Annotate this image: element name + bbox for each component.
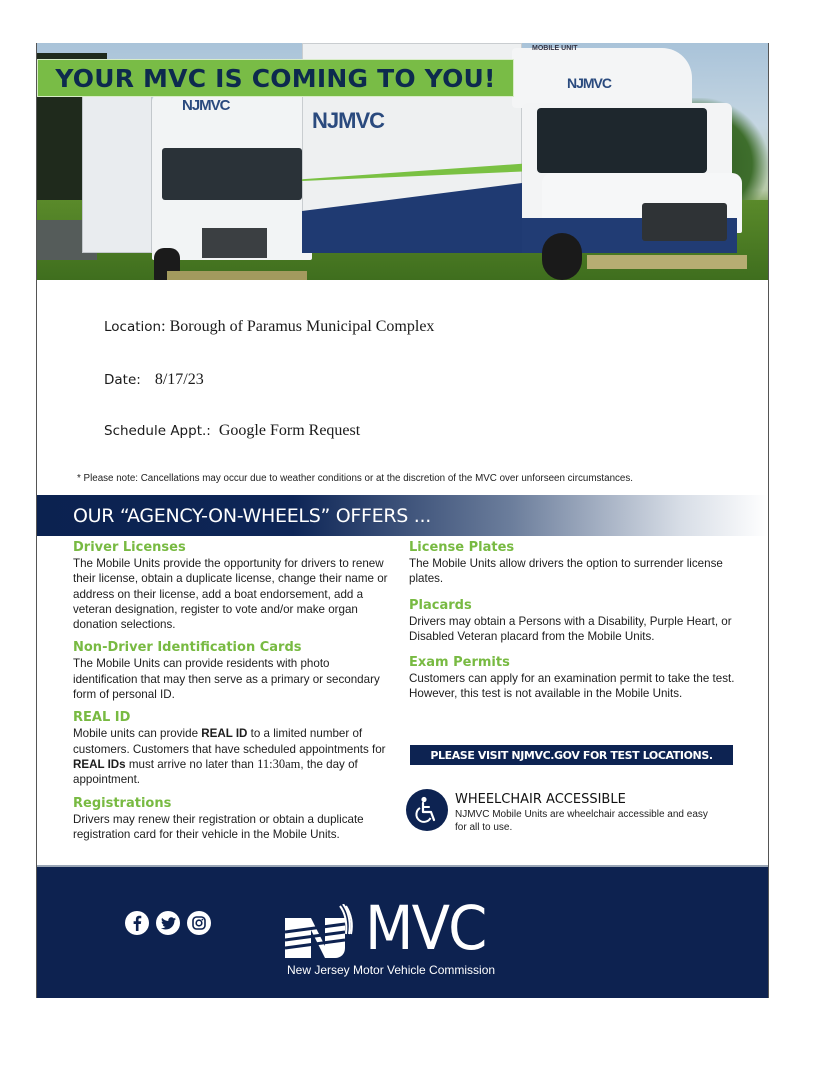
service-driver-licenses: [73, 540, 393, 632]
service-title: Exam Permits: [409, 655, 510, 671]
service-registrations: [73, 796, 393, 843]
cab-logo: NJMVC: [567, 75, 612, 91]
wheelchair-title: WHEELCHAIR ACCESSIBLE: [455, 792, 626, 807]
schedule-value[interactable]: Google Form Request: [218, 422, 361, 439]
service-text: Customers can apply for an examination permit to take the test. However, this test is not available in the Mobile Units.: [409, 672, 735, 701]
offers-heading: OUR “AGENCY-ON-WHEELS” OFFERS ...: [73, 504, 431, 527]
offers-heading-bar: [37, 495, 768, 536]
service-title: License Plates: [409, 540, 515, 555]
cancellation-note: * Please note: Cancellations may occur due to weather conditions or at the discretion of the MVC over unforseen circumstances.: [77, 473, 633, 484]
mobile-unit-label: MOBILE UNIT: [532, 45, 578, 52]
mobile-unit-truck-small: [82, 83, 312, 268]
flyer-page: [36, 43, 769, 998]
truck-logo-small: NJMVC: [182, 97, 230, 114]
services-left-column: [73, 540, 393, 850]
date-label: Date:: [104, 372, 141, 388]
service-text: The Mobile Units can provide residents with photo identification that may then serve as a primary or secondary form of personal ID.: [73, 657, 380, 702]
twitter-icon[interactable]: [156, 911, 180, 935]
location-value: Borough of Paramus Municipal Complex: [169, 318, 435, 335]
service-title: Driver Licenses: [73, 540, 186, 555]
services-right-column: [409, 540, 754, 710]
service-text: The Mobile Units allow drivers the option to surrender license plates.: [409, 557, 723, 586]
logo-mvc-text: MVC: [365, 893, 486, 964]
date-row: [104, 371, 204, 389]
nj-mark-icon: [285, 904, 363, 958]
headline-text: YOUR MVC IS COMING TO YOU!: [55, 63, 496, 93]
social-links: [125, 911, 211, 935]
date-value: 8/17/23: [154, 371, 204, 388]
schedule-row: [104, 422, 360, 440]
visit-njmvc-text: PLEASE VISIT NJMVC.GOV FOR TEST LOCATIONS.: [430, 748, 713, 762]
location-label: Location: [104, 319, 162, 335]
location-colon: :: [161, 318, 170, 335]
service-placards: [409, 598, 754, 645]
trailer-logo: NJMVC: [312, 108, 385, 133]
service-title: Placards: [409, 597, 472, 613]
wheelchair-icon: [406, 789, 448, 831]
location-row: [104, 318, 434, 336]
service-exam-permits: [409, 655, 754, 702]
headline-banner: [37, 59, 514, 97]
service-text: Drivers may renew their registration or obtain a duplicate registration card for their vehicle in the Mobile Units.: [73, 812, 364, 841]
service-text: Drivers may obtain a Persons with a Disability, Purple Heart, or Disabled Veteran placard from the Mobile Units.: [409, 614, 732, 643]
instagram-icon[interactable]: [187, 911, 211, 935]
facebook-icon[interactable]: [125, 911, 149, 935]
hero-photo: [37, 43, 768, 280]
wheelchair-accessible-block: [406, 789, 720, 834]
footer: [37, 865, 768, 998]
njmvc-logo: [285, 882, 525, 982]
service-title: Non-Driver Identification Cards: [73, 640, 302, 656]
service-title: REAL ID: [73, 710, 131, 726]
schedule-label: Schedule Appt.:: [104, 423, 211, 439]
logo-subtitle: New Jersey Motor Vehicle Commission: [287, 963, 496, 977]
wheelchair-text: NJMVC Mobile Units are wheelchair accessible and easy for all to use.: [455, 809, 708, 833]
service-text: The Mobile Units provide the opportunity for drivers to renew their license, obtain a duplicate license, change their name or address on their license, add a boat endorsement, add a veteran designation, register to vote and/or make organ donation selections.: [73, 557, 388, 632]
service-real-id: [73, 710, 393, 787]
service-title: Registrations: [73, 795, 172, 811]
service-text: Mobile units can provide REAL ID to a limited number of customers. Customers that have scheduled appointments for REAL IDs must arrive no later than 11:30am, the day of appointment.: [73, 727, 386, 787]
service-non-driver-id: [73, 640, 393, 702]
visit-njmvc-banner: [410, 745, 733, 765]
service-license-plates: [409, 540, 754, 587]
